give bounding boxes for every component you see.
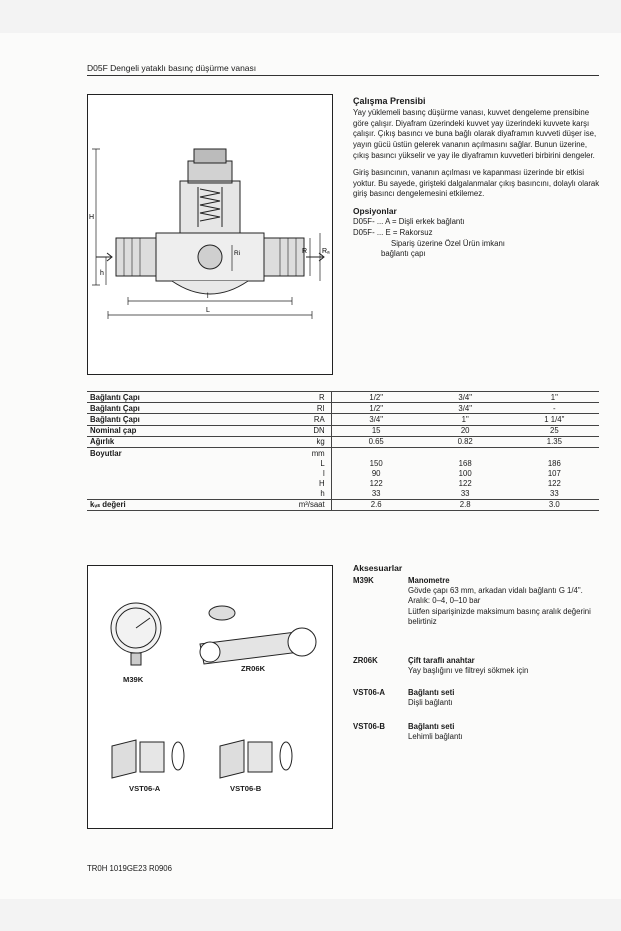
spec-unit: m³/saat xyxy=(264,499,331,510)
spec-value: 122 xyxy=(547,479,561,489)
spec-value: 33 xyxy=(510,489,599,500)
spec-value xyxy=(331,447,420,458)
accessory-code: VST06-B xyxy=(353,722,386,731)
spec-value: 25 xyxy=(510,425,599,436)
spec-label: kᵥₛ değeri xyxy=(87,499,264,510)
spec-value: 1 1/4" xyxy=(510,414,599,425)
working-principle-section xyxy=(353,96,603,260)
spec-value: 3/4" xyxy=(421,403,510,414)
spec-unit: R xyxy=(264,392,331,403)
option-a: D05F- ... A = Dişli erkek bağlantı xyxy=(353,216,465,226)
dim-label-H: H xyxy=(89,214,95,221)
accessory-description: Lehimli bağlantı xyxy=(408,732,463,741)
spec-label: Ağırlık xyxy=(87,436,264,447)
spec-unit: L xyxy=(264,458,331,468)
spec-row xyxy=(87,468,599,478)
caption-zr06k: ZR06K xyxy=(241,664,266,673)
spec-row xyxy=(87,436,599,447)
accessory-name: Çift taraflı anahtar xyxy=(408,656,475,665)
spec-unit: h xyxy=(264,489,331,500)
spec-label: Nominal çap xyxy=(87,425,264,436)
spec-value: - xyxy=(510,403,599,414)
caption-m39k: M39K xyxy=(123,675,144,684)
caption-vst06a: VST06-A xyxy=(129,784,161,793)
spec-value: 1" xyxy=(510,392,599,403)
spec-value: 15 xyxy=(331,425,420,436)
accessory-code: ZR06K xyxy=(353,656,378,665)
spec-unit: kg xyxy=(264,436,331,447)
spec-label xyxy=(87,489,264,500)
header-divider xyxy=(87,75,599,76)
spec-value xyxy=(421,447,510,458)
spec-value: 2.6 xyxy=(331,499,420,510)
accessories-drawing xyxy=(88,566,332,828)
valve-cross-section-drawing xyxy=(88,95,332,374)
accessory-description: Yay başlığını ve filtreyi sökmek için xyxy=(408,666,529,675)
principle-paragraph-2: Giriş basıncının, vananın açılması ve kapanması üzerinde bir etkisi yoktur. Bu sayede, girişteki dalgalanmalar çıkış basıncını, dolaylı olarak giriş basıncı dengelemesini etkilemez. xyxy=(353,167,600,199)
accessory-code: VST06-A xyxy=(353,688,386,697)
dim-label-R: R xyxy=(302,248,308,255)
spec-unit: mm xyxy=(264,447,331,458)
spec-row xyxy=(87,425,599,436)
caption-vst06b: VST06-B xyxy=(230,784,262,793)
spec-value: 20 xyxy=(421,425,510,436)
spec-value: 33 xyxy=(331,489,420,500)
dim-label-Ri: Ri xyxy=(234,250,241,257)
spec-row xyxy=(87,499,599,510)
options-heading: Opsiyonlar xyxy=(353,206,397,217)
option-note-2: bağlantı çapı xyxy=(381,249,426,259)
spec-value xyxy=(510,447,599,458)
spec-value: 100 xyxy=(458,468,472,478)
spec-label: Bağlantı Çapı xyxy=(87,403,264,414)
accessory-description: Gövde çapı 63 mm, arkadan vidalı bağlantı G 1/4". Aralık: 0–4, 0–10 bar Lütfen siparişinizde maksimum basınç aralık değerini belirtiniz xyxy=(408,586,591,627)
dim-label-h: h xyxy=(100,270,104,277)
spec-value: 1" xyxy=(421,414,510,425)
spec-value: 168 xyxy=(458,458,472,468)
accessory-name: Bağlantı seti xyxy=(408,688,455,697)
spec-value: 90 xyxy=(371,468,381,478)
spec-unit: RI xyxy=(264,403,331,414)
dim-label-Ra: Rₐ xyxy=(322,248,330,255)
spec-table xyxy=(87,391,599,511)
spec-row xyxy=(87,447,599,458)
spec-value: 186 xyxy=(547,458,561,468)
spec-unit: H xyxy=(264,479,331,489)
spec-value: 3.0 xyxy=(510,499,599,510)
accessory-code: M39K xyxy=(353,576,374,585)
accessories-heading: Aksesuarlar xyxy=(353,563,403,573)
spec-value: 1/2" xyxy=(331,392,420,403)
spec-value: 33 xyxy=(421,489,510,500)
accessories-illustration xyxy=(87,565,333,829)
spec-value: 2.8 xyxy=(421,499,510,510)
page-header-title: D05F Dengeli yataklı basınç düşürme vanası xyxy=(87,63,257,73)
spec-value: 122 xyxy=(458,479,472,489)
spec-unit: DN xyxy=(264,425,331,436)
document-code-footer: TR0H 1019GE23 R0906 xyxy=(87,864,172,873)
spec-value: 3/4" xyxy=(331,414,420,425)
spec-label xyxy=(87,468,264,478)
spec-label: Boyutlar xyxy=(90,448,122,458)
spec-value: 3/4" xyxy=(421,392,510,403)
spec-unit: l xyxy=(264,468,331,478)
spec-row xyxy=(87,403,599,414)
principle-heading: Çalışma Prensibi xyxy=(353,96,426,106)
spec-value: 1/2" xyxy=(331,403,420,414)
spec-label: Bağlantı Çapı xyxy=(87,414,264,425)
spec-unit: RA xyxy=(264,414,331,425)
spec-value: 0.65 xyxy=(331,436,420,447)
spec-row xyxy=(87,489,599,500)
accessory-name: Bağlantı seti xyxy=(408,722,455,731)
option-e: D05F- ... E = Rakorsuz xyxy=(353,227,433,237)
spec-label xyxy=(87,479,264,489)
accessory-description: Dişli bağlantı xyxy=(408,698,453,707)
spec-value: 0.82 xyxy=(421,436,510,447)
spec-label xyxy=(87,458,264,468)
accessory-name: Manometre xyxy=(408,576,450,585)
spec-row xyxy=(87,458,599,468)
spec-row xyxy=(87,414,599,425)
dim-label-L: L xyxy=(206,307,210,314)
spec-value: 107 xyxy=(547,468,561,478)
spec-row xyxy=(87,392,599,403)
dim-label-l: l xyxy=(207,293,209,300)
valve-diagram xyxy=(87,94,333,375)
principle-paragraph-1: Yay yüklemeli basınç düşürme vanası, kuvvet dengeleme prensibine göre çalışır. Diyafram üzerindeki kuvvet yay üzerindeki kuvvete karşı çalışır. Çıkış basıncı ve buna bağlı olarak diyaframın kuvveti düşer ise, yayın gücü üstün gelerek vananın açılmasını sağlar. Bunun üzerine, çıkış basıncı yükselir ve yay ile diyaframın kuvvetleri birbirini dengeler. xyxy=(353,107,597,160)
spec-value: 122 xyxy=(369,479,383,489)
spec-row xyxy=(87,479,599,489)
spec-label: Bağlantı Çapı xyxy=(87,392,264,403)
spec-value: 150 xyxy=(369,458,383,468)
spec-value: 1.35 xyxy=(510,436,599,447)
accessories-section xyxy=(353,563,603,741)
option-note-1: Sipariş üzerine Özel Ürün imkanı xyxy=(391,238,505,248)
